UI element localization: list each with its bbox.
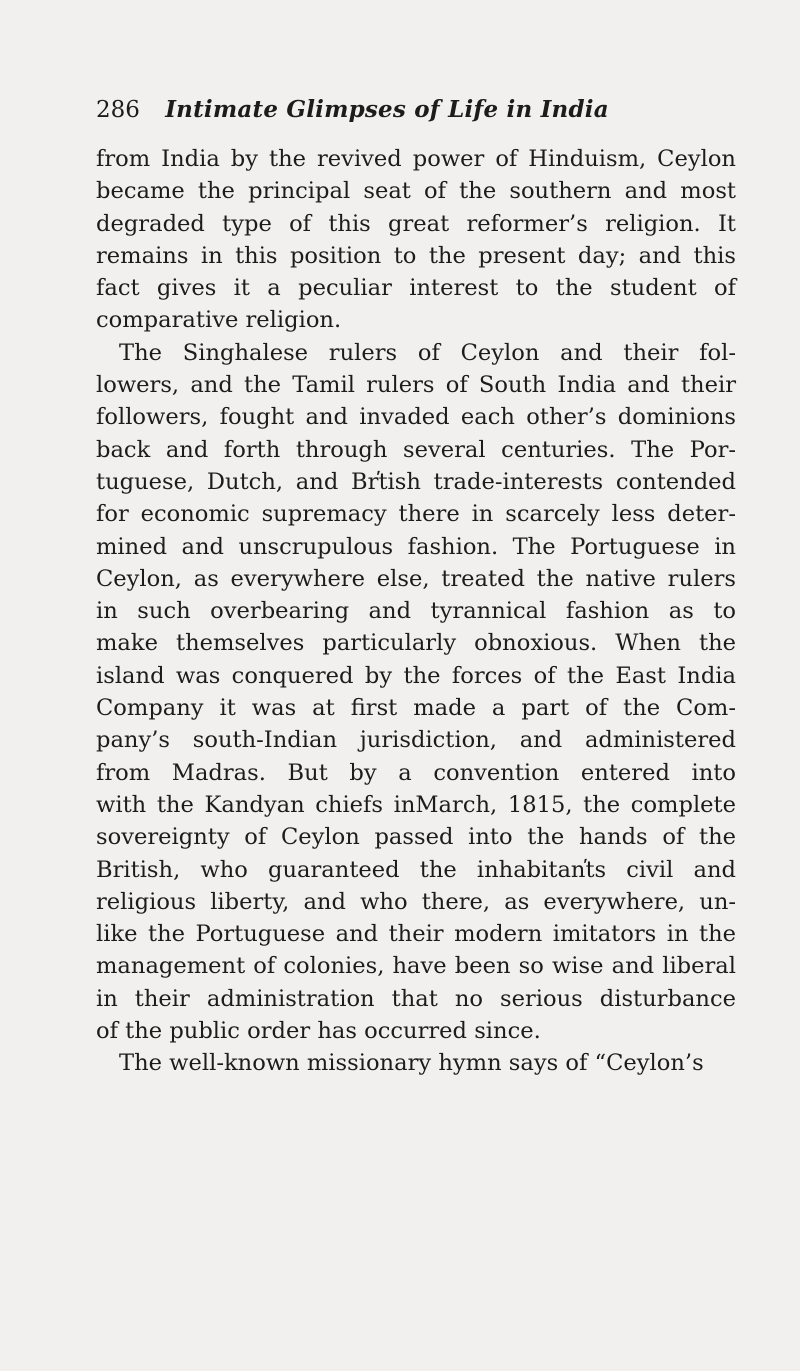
text-line: back and forth through several centuries. The Por- <box>96 436 736 463</box>
text-line: Ceylon, as everywhere else, treated the native rulers <box>96 565 736 592</box>
text-line: followers, fought and invaded each other’s dominions <box>96 404 736 431</box>
text-line: from Madras. But by a convention entered into <box>96 759 736 786</box>
text-line: with the Kandyan chiefs inMarch, 1815, the complete <box>96 791 736 818</box>
body-text <box>96 143 736 1080</box>
text-line: sovereignty of Ceylon passed into the hands of the <box>96 824 736 851</box>
text-line: fact gives it a peculiar interest to the student of <box>96 275 736 302</box>
running-head <box>96 93 716 127</box>
running-head-title: Intimate Glimpses of Life in India <box>165 96 609 123</box>
text-line: degraded type of this great reformer’s religion. It <box>96 210 736 237</box>
text-line: lowers, and the Tamil rulers of South India and their <box>96 372 736 399</box>
text-line: British, who guaranteed the inhabitan̕ts civil and <box>96 856 736 883</box>
page-number: 286 <box>96 97 140 123</box>
text-line: from India by the revived power of Hinduism, Ceylon <box>96 146 736 172</box>
text-line: The well-known missionary hymn says of “Ceylon’s <box>119 1050 704 1077</box>
text-line: remains in this position to the present day; and this <box>96 242 736 269</box>
text-line: in such overbearing and tyrannical fashion as to <box>96 598 736 625</box>
text-line: comparative religion. <box>96 307 342 334</box>
text-line: make themselves particularly obnoxious. When the <box>96 630 736 657</box>
text-line: for economic supremacy there in scarcely less deter- <box>96 501 736 528</box>
text-line: pany’s south-Indian jurisdiction, and administered <box>96 727 736 754</box>
text-line: management of colonies, have been so wise and liberal <box>96 953 736 980</box>
text-line: of the public order has occurred since. <box>96 1018 541 1045</box>
text-line: became the principal seat of the southern and most <box>96 178 736 205</box>
text-line: in their administration that no serious disturbance <box>96 985 736 1012</box>
text-line: tuguese, Dutch, and Br̕tish trade-interests contended <box>96 468 736 495</box>
text-line: mined and unscrupulous fashion. The Portuguese in <box>96 533 736 560</box>
text-line: Company it was at first made a part of the Com- <box>96 695 736 722</box>
text-line: The Singhalese rulers of Ceylon and their fol- <box>119 339 736 366</box>
text-line: religious liberty, and who there, as everywhere, un- <box>96 888 736 915</box>
text-line: island was conquered by the forces of the East India <box>96 662 736 689</box>
text-line: like the Portuguese and their modern imitators in the <box>96 921 736 948</box>
